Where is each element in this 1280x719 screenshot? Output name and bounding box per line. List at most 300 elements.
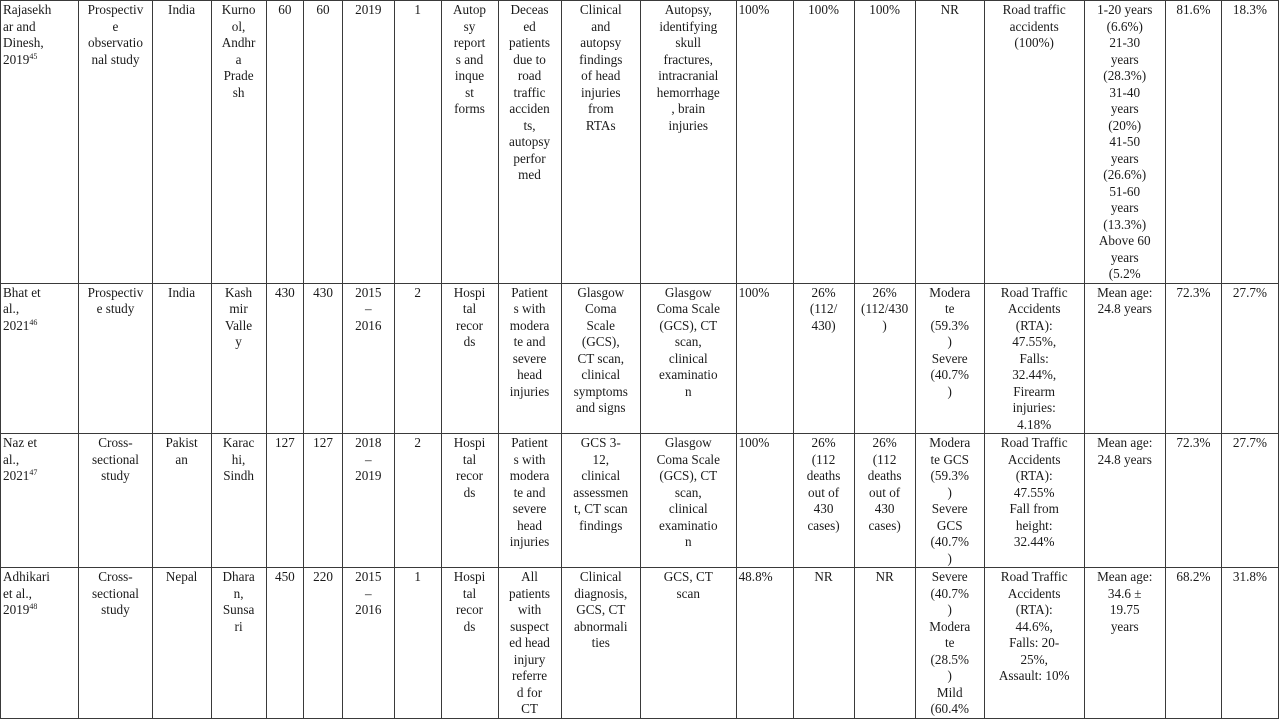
cell-line: ed head xyxy=(509,635,550,650)
cell-line: Nepal xyxy=(165,569,198,584)
cell-line: ds xyxy=(463,484,476,500)
cell-line: modera xyxy=(509,317,550,333)
cell-line: s and xyxy=(455,51,484,67)
cell-line: clinical xyxy=(581,367,621,382)
table-row xyxy=(1,568,1279,719)
cell-line: Mean age: xyxy=(1097,284,1153,300)
cell-line: ri xyxy=(234,618,243,634)
cause-cell xyxy=(984,1,1084,284)
cell-line: (GCS), CT xyxy=(659,317,718,333)
assessment-cell xyxy=(561,568,640,719)
cell-line: recor xyxy=(455,602,484,617)
cell-line: Mean age: xyxy=(1097,569,1153,584)
number-cell xyxy=(394,1,441,284)
female-cell xyxy=(1221,434,1278,568)
cell-line: 34.6 ± xyxy=(1107,585,1142,601)
cell-line: deaths xyxy=(867,468,902,483)
age-cell xyxy=(1084,568,1165,719)
number-cell xyxy=(394,434,441,568)
period-cell xyxy=(342,1,394,284)
cell-line: 100% xyxy=(869,2,900,17)
cell-line: autopsy xyxy=(580,35,622,50)
cell-line: NR xyxy=(875,569,894,584)
cell-line: d for xyxy=(516,684,543,700)
included-cell xyxy=(304,434,343,568)
cell-line: intracranial xyxy=(658,68,719,83)
included-cell xyxy=(304,1,343,284)
cell-line: NR xyxy=(814,569,833,584)
cell-line: abnormali xyxy=(574,618,628,634)
cell-line: n, xyxy=(233,585,244,601)
cell-line: Karac xyxy=(222,435,255,450)
cell-line: sh xyxy=(232,84,245,100)
table-row xyxy=(1,434,1279,568)
table-row xyxy=(1,283,1279,434)
cell-line: (5.2% xyxy=(1108,266,1141,281)
cell-line: ts, xyxy=(523,117,536,133)
cell-line: (60.4% xyxy=(930,701,969,716)
cell-line: Autop xyxy=(453,2,486,17)
cell-line: 21-30 xyxy=(1109,35,1141,50)
cell-line: (40.7% xyxy=(930,367,969,382)
cell-line: GCS, CT xyxy=(663,569,713,584)
cell-line: Prospectiv xyxy=(87,284,144,300)
cell-line: examinatio xyxy=(658,367,718,382)
cell-line: ) xyxy=(947,334,952,349)
cell-line: with xyxy=(517,602,542,617)
cell-line: ) xyxy=(947,550,952,566)
cell-line: 2016 xyxy=(355,317,382,333)
percent-cell-3 xyxy=(854,1,915,284)
cell-line: (28.3%) xyxy=(1103,68,1147,83)
diagnosis-cell xyxy=(640,283,736,434)
cell-line: 26% xyxy=(872,435,897,450)
cell-value: 18.3% xyxy=(1232,2,1267,17)
cell-value: 27.7% xyxy=(1232,284,1267,300)
cell-line: of head xyxy=(581,68,621,83)
cell-line: Falls: xyxy=(1019,350,1049,366)
cell-line: 31-40 xyxy=(1109,84,1141,100)
cell-line: 19.75 xyxy=(1109,602,1140,617)
cell-line: (RTA): xyxy=(1015,602,1053,617)
cell-line: GCS 3- xyxy=(580,435,621,450)
cell-value: 2 xyxy=(414,284,421,300)
cell-line: s with xyxy=(513,451,546,467)
cell-line: Mild xyxy=(936,684,963,700)
cell-line: cases) xyxy=(868,517,901,533)
cell-line: 24.8 years xyxy=(1097,301,1152,316)
percent-cell-1 xyxy=(736,1,793,284)
cell-line: 12, xyxy=(592,451,609,467)
reference-number: 46 xyxy=(29,317,38,327)
cell-line: Cross- xyxy=(98,569,133,584)
cell-line: height: xyxy=(1015,517,1053,533)
cell-line: Patient xyxy=(511,284,548,300)
cell-line: suspect xyxy=(510,618,549,634)
population-cell xyxy=(498,568,561,719)
number-cell xyxy=(394,283,441,434)
cell-line: (28.5% xyxy=(930,651,969,667)
cell-line: observatio xyxy=(88,35,143,50)
cell-line: hi, xyxy=(231,451,246,467)
period-cell xyxy=(342,283,394,434)
cell-line: (112/ xyxy=(809,301,838,316)
diagnosis-cell xyxy=(640,568,736,719)
cell-line: (112 xyxy=(872,451,897,467)
cell-line: 430 xyxy=(874,501,895,516)
cell-line: Above 60 xyxy=(1098,233,1151,248)
cell-line: clinical xyxy=(668,501,708,516)
cell-line: Accidents xyxy=(1007,585,1061,601)
cell-line: – xyxy=(364,585,372,601)
data-source-cell xyxy=(441,283,498,434)
cell-value: 220 xyxy=(313,569,333,584)
cell-line: NR xyxy=(940,2,959,17)
cell-line: (40.7% xyxy=(930,585,969,601)
cell-line: due to xyxy=(513,51,546,67)
cell-line: autopsy xyxy=(509,134,551,149)
cell-line: Naz et xyxy=(3,435,38,450)
cell-line: n xyxy=(684,383,692,399)
cell-line: injuries xyxy=(580,84,621,100)
percent-cell-1 xyxy=(736,283,793,434)
cell-line: ) xyxy=(947,484,952,500)
cell-line: (40.7% xyxy=(930,534,969,549)
cell-line: te GCS xyxy=(930,451,969,467)
cell-line: 26% xyxy=(872,284,897,300)
cell-line: 2019 xyxy=(355,468,382,483)
cell-line: et al., xyxy=(3,585,32,601)
cell-line: years xyxy=(1110,51,1139,67)
cell-line: (13.3%) xyxy=(1103,216,1147,232)
cell-value: 68.2% xyxy=(1176,569,1211,584)
cell-value: 72.3% xyxy=(1176,284,1211,300)
cell-line: (GCS), CT xyxy=(659,468,718,483)
cell-line: st xyxy=(465,84,474,100)
cell-line: al., xyxy=(3,301,20,316)
cell-line: recor xyxy=(455,317,484,333)
cell-line: te xyxy=(944,301,955,316)
severity-cell xyxy=(915,568,984,719)
cell-line: (59.3% xyxy=(930,317,969,333)
cell-line: examinatio xyxy=(658,517,718,533)
cell-value: 1 xyxy=(414,2,421,17)
cell-line: (20%) xyxy=(1108,117,1142,133)
cell-line: t, CT scan xyxy=(573,501,628,516)
cell-line: Severe xyxy=(931,501,968,516)
cell-line: an xyxy=(175,451,188,467)
cell-line: and xyxy=(591,18,611,34)
data-source-cell xyxy=(441,568,498,719)
cell-line: (59.3% xyxy=(930,468,969,483)
assessment-cell xyxy=(561,434,640,568)
male-cell xyxy=(1165,434,1221,568)
cell-line: 2018 xyxy=(355,435,382,450)
data-source-cell xyxy=(441,1,498,284)
cell-line: study xyxy=(101,602,130,617)
cell-line: (6.6%) xyxy=(1106,18,1143,34)
cell-line: and signs xyxy=(576,400,626,415)
cell-line: out of xyxy=(869,484,901,500)
population-cell xyxy=(498,1,561,284)
cell-line: out of xyxy=(808,484,840,500)
data-source-cell xyxy=(441,434,498,568)
cell-line: findings xyxy=(579,517,623,533)
cell-line: te and xyxy=(513,484,546,500)
cell-line: injuries xyxy=(668,117,709,133)
cell-value: 430 xyxy=(274,284,295,300)
female-cell xyxy=(1221,1,1278,284)
cell-line: years xyxy=(1110,101,1139,116)
cell-line: years xyxy=(1110,618,1139,634)
cell-line: Severe xyxy=(931,350,968,366)
cell-line: 100% xyxy=(808,2,839,17)
location-cell xyxy=(211,434,266,568)
table-row xyxy=(1,1,1279,284)
cell-line: acciden xyxy=(509,101,550,116)
diagnosis-cell xyxy=(640,1,736,284)
cell-line: 100% xyxy=(738,284,770,300)
cell-line: ds xyxy=(463,334,476,349)
cell-line: 2021$^{47}$ xyxy=(3,468,38,483)
cell-line: Cross- xyxy=(98,435,133,450)
cell-line: 26% xyxy=(811,435,836,450)
sample-size-cell xyxy=(266,434,304,568)
cell-line: deaths xyxy=(806,468,841,483)
cell-line: 100% xyxy=(738,435,770,450)
male-cell xyxy=(1165,1,1221,284)
cell-line: Clinical xyxy=(579,2,622,17)
percent-cell-2 xyxy=(793,283,854,434)
female-cell xyxy=(1221,283,1278,434)
cell-line: sectional xyxy=(92,451,139,467)
male-cell xyxy=(1165,568,1221,719)
cell-line: head xyxy=(517,367,542,382)
cell-line: accidents xyxy=(1009,18,1059,34)
sample-size-cell xyxy=(266,568,304,719)
male-cell xyxy=(1165,283,1221,434)
percent-cell-1 xyxy=(736,434,793,568)
cell-line: Clinical xyxy=(579,569,622,584)
study-cell xyxy=(1,283,79,434)
cell-line: e xyxy=(112,18,119,34)
cell-line: 2015 xyxy=(355,284,382,300)
cell-line: 430) xyxy=(811,317,836,333)
percent-cell-3 xyxy=(854,283,915,434)
cell-line: 44.6%, xyxy=(1015,618,1053,634)
cell-line: Firearm xyxy=(1013,383,1056,399)
location-cell xyxy=(211,283,266,434)
percent-cell-3 xyxy=(854,434,915,568)
study-cell xyxy=(1,1,79,284)
cell-line: study xyxy=(101,468,130,483)
cell-line: Sindh xyxy=(223,468,254,483)
cell-line: Hospi xyxy=(453,284,486,300)
cell-line: 25%, xyxy=(1020,651,1048,667)
cell-line: Glasgow xyxy=(664,435,712,450)
percent-cell-3 xyxy=(854,568,915,719)
age-cell xyxy=(1084,434,1165,568)
cell-line: Hospi xyxy=(453,569,486,584)
cell-line: severe xyxy=(512,501,547,516)
cell-line: Adhikari xyxy=(3,569,50,584)
cell-value: 450 xyxy=(274,569,295,584)
cell-line: sy xyxy=(463,18,476,34)
cell-line: Mean age: xyxy=(1097,435,1153,450)
cell-line: head xyxy=(517,517,542,533)
percent-cell-2 xyxy=(793,434,854,568)
cell-line: (112/430 xyxy=(861,301,909,316)
cell-line: n xyxy=(684,534,692,549)
cell-value: 127 xyxy=(274,435,295,450)
cell-line: hemorrhage xyxy=(656,84,720,100)
design-cell xyxy=(79,283,152,434)
percent-cell-2 xyxy=(793,1,854,284)
cell-line: Kurno xyxy=(221,2,256,17)
cell-line: ) xyxy=(882,317,887,333)
number-cell xyxy=(394,568,441,719)
cell-value: 60 xyxy=(278,2,292,17)
cell-line: Sunsa xyxy=(222,602,255,617)
cell-line: e study xyxy=(96,301,135,316)
included-cell xyxy=(304,568,343,719)
cell-value: 127 xyxy=(313,435,333,450)
cell-line: Modera xyxy=(929,435,971,450)
cell-line: CT scan, xyxy=(577,350,625,366)
severity-cell xyxy=(915,1,984,284)
cell-line: 48.8% xyxy=(738,569,773,584)
cell-line: 32.44% xyxy=(1013,534,1055,549)
cell-line: injuries: xyxy=(1012,400,1056,415)
diagnosis-cell xyxy=(640,434,736,568)
cell-line: years xyxy=(1110,249,1139,265)
design-cell xyxy=(79,568,152,719)
cell-line: y xyxy=(235,334,242,349)
study-cell xyxy=(1,434,79,568)
assessment-cell xyxy=(561,283,640,434)
cell-line: cases) xyxy=(807,517,840,533)
sample-size-cell xyxy=(266,283,304,434)
cell-line: Fall from xyxy=(1009,501,1059,516)
cell-line: inque xyxy=(454,68,485,83)
age-cell xyxy=(1084,1,1165,284)
cell-line: identifying xyxy=(659,18,718,34)
period-cell xyxy=(342,568,394,719)
cell-line: Road Traffic xyxy=(1000,284,1068,300)
cell-value: 81.6% xyxy=(1176,2,1211,17)
country-cell xyxy=(152,283,211,434)
cell-line: 24.8 years xyxy=(1097,451,1152,467)
reference-number: 47 xyxy=(29,468,38,477)
cell-line: 2019$^{45}$ xyxy=(3,51,38,67)
cell-line: traffic xyxy=(513,84,546,100)
cell-line: findings xyxy=(579,51,623,67)
cell-value: 2 xyxy=(414,435,421,450)
cell-value: 27.7% xyxy=(1232,435,1267,450)
cell-line: scan xyxy=(676,585,700,601)
cell-line: patients xyxy=(509,585,551,601)
cell-line: 2019$^{48}$ xyxy=(3,602,38,617)
cell-line: RTAs xyxy=(585,117,616,133)
cell-line: (RTA): xyxy=(1015,468,1053,483)
cell-line: tal xyxy=(462,585,477,601)
cell-line: (26.6%) xyxy=(1103,167,1147,182)
country-cell xyxy=(152,568,211,719)
cell-line: (112 xyxy=(811,451,836,467)
location-cell xyxy=(211,568,266,719)
cause-cell xyxy=(984,434,1084,568)
female-cell xyxy=(1221,568,1278,719)
cell-line: GCS xyxy=(936,517,963,533)
cell-line: perfor xyxy=(513,150,546,166)
assessment-cell xyxy=(561,1,640,284)
cell-line: years xyxy=(1110,150,1139,166)
cell-value: 1 xyxy=(414,569,421,584)
cell-line: tal xyxy=(462,451,477,467)
cell-line: Dinesh, xyxy=(3,35,44,50)
cell-line: 2015 xyxy=(355,569,382,584)
cell-line: India xyxy=(168,284,196,300)
cell-line: 47.55%, xyxy=(1012,334,1057,349)
cell-line: Pakist xyxy=(165,435,198,450)
cell-line: referre xyxy=(511,668,548,683)
cell-line: Assault: 10% xyxy=(998,668,1070,683)
cell-line: Coma Scale xyxy=(656,451,720,467)
cell-line: Bhat et xyxy=(3,284,41,300)
cell-line: ties xyxy=(591,635,610,650)
location-cell xyxy=(211,1,266,284)
cell-line: injury xyxy=(513,651,546,667)
cell-line: Severe xyxy=(931,569,968,584)
cell-line: clinical xyxy=(581,468,621,483)
cell-line: (RTA): xyxy=(1015,317,1053,333)
cell-line: Glasgow xyxy=(577,284,625,300)
cell-line: , brain xyxy=(671,101,706,116)
cell-line: (GCS), xyxy=(581,334,620,349)
severity-cell xyxy=(915,434,984,568)
population-cell xyxy=(498,434,561,568)
cause-cell xyxy=(984,283,1084,434)
design-cell xyxy=(79,1,152,284)
cell-value: 72.3% xyxy=(1176,435,1211,450)
cause-cell xyxy=(984,568,1084,719)
cell-line: symptoms xyxy=(573,383,628,399)
cell-line: Kash xyxy=(225,284,253,300)
cell-line: Coma xyxy=(585,301,617,316)
cell-value: 60 xyxy=(316,2,330,17)
percent-cell-1 xyxy=(736,568,793,719)
cell-line: Andhr xyxy=(221,35,256,50)
cell-line: nal study xyxy=(91,51,140,67)
cell-line: ds xyxy=(463,618,476,634)
cell-line: Valle xyxy=(225,317,253,333)
cell-line: 2019 xyxy=(355,2,382,17)
cell-line: 1-20 years xyxy=(1097,2,1153,17)
cell-line: GCS, CT xyxy=(576,602,626,617)
percent-cell-2 xyxy=(793,568,854,719)
cell-line: Accidents xyxy=(1007,301,1061,316)
reference-number: 45 xyxy=(29,51,38,61)
cell-line: 26% xyxy=(811,284,836,300)
cell-line: ed xyxy=(523,18,536,34)
cell-line: Road Traffic xyxy=(1000,435,1068,450)
cell-line: 4.18% xyxy=(1017,416,1052,432)
period-cell xyxy=(342,434,394,568)
cell-line: recor xyxy=(455,468,484,483)
population-cell xyxy=(498,283,561,434)
cell-line: Dhara xyxy=(222,569,255,584)
cell-line: Road traffic xyxy=(1002,2,1066,17)
